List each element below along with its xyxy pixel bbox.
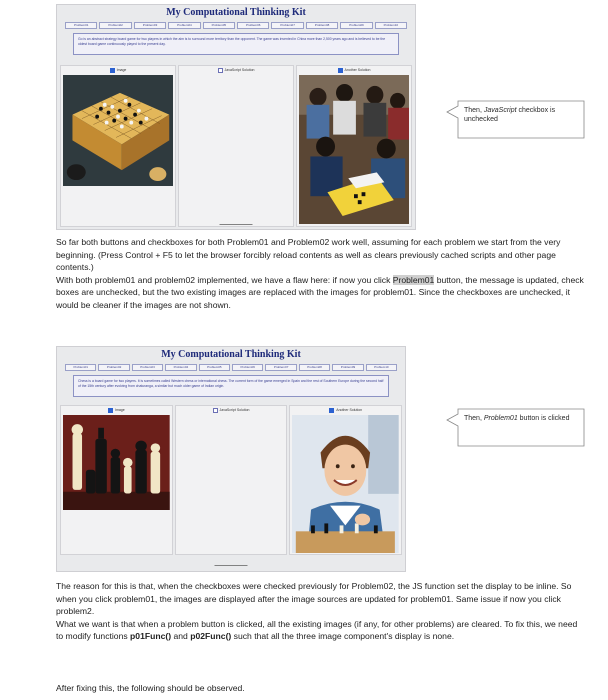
paragraph-flaw	[56, 236, 584, 312]
checkbox-unchecked[interactable]	[213, 408, 218, 413]
callout-javascript-unchecked	[446, 100, 586, 140]
tab-problem03[interactable]: Problem03	[132, 364, 163, 371]
callout-problem01-clicked	[446, 408, 586, 448]
paragraph-flaw-detail	[56, 274, 584, 312]
another-checkbox-row[interactable]	[290, 406, 401, 414]
paragraph-reason-text: The reason for this is that, when the checkboxes were checked previously for Problem02, the JS function set the display to be inline. So when you click problem01, the images are displayed after the image sources are updated for problem01. Same issue if now you click problem2.	[56, 581, 572, 617]
paragraph-intro: So far both buttons and checkboxes for both Problem01 and Problem02 work well, assuming for each problem we start from the very beginning. (Press Control + F5 to let the browser forcibly reload contents as well as clears previously cached scripts and other page contents.)	[56, 237, 561, 273]
javascript-checkbox-row[interactable]	[179, 66, 293, 74]
tab-problem08[interactable]: Problem08	[299, 364, 330, 371]
checkbox-label: Another Solution	[344, 68, 371, 72]
footer-link: ▬▬▬▬▬▬▬▬▬▬▬	[219, 222, 253, 226]
checkbox-checked[interactable]	[329, 408, 334, 413]
callout-suffix: checkbox is unchecked	[464, 107, 556, 123]
go-board-photo	[63, 75, 173, 186]
paragraph-fix-text	[56, 618, 584, 643]
paragraph-after-fix-text: After fixing this, the following should be observed.	[56, 683, 245, 693]
tab-problem10[interactable]: Problem10	[366, 364, 397, 371]
callout-prefix: Then,	[464, 107, 484, 114]
tab-problem04[interactable]: Problem04	[165, 364, 196, 371]
text-segment: and	[171, 631, 191, 642]
app-title: My Computational Thinking Kit	[166, 7, 306, 18]
checkbox-label: JavaScript Solution	[224, 68, 255, 72]
tab-problem02[interactable]: Problem02	[98, 364, 129, 371]
text-segment: such that all the three image component's display is none.	[231, 631, 455, 642]
image-checkbox-row[interactable]	[61, 66, 175, 74]
image-panel	[60, 65, 176, 227]
tab-problem08[interactable]: Problem08	[306, 22, 338, 29]
tab-problem01[interactable]: Problem01	[65, 22, 97, 29]
checkbox-unchecked[interactable]	[218, 68, 223, 73]
tab-problem07[interactable]: Problem07	[271, 22, 303, 29]
tab-problem09[interactable]: Problem09	[332, 364, 363, 371]
another-solution-panel	[296, 65, 412, 227]
checkbox-checked[interactable]	[110, 68, 115, 73]
paragraph-reason	[56, 580, 584, 643]
tab-problem06[interactable]: Problem06	[237, 22, 269, 29]
students-playing-photo	[299, 75, 409, 224]
javascript-solution-panel	[175, 405, 288, 555]
tab-problem05[interactable]: Problem05	[199, 364, 230, 371]
screenshot-go	[56, 4, 416, 230]
checkbox-checked[interactable]	[338, 68, 343, 73]
text-segment: What we want is that when a problem button is clicked, all the existing images (if any, for other problems) are cleared. To fix this, we need to modify functions	[56, 618, 578, 642]
function-p01func: p01Func()	[130, 631, 172, 642]
text-segment: button, the message is updated, check boxes are unchecked, but the two existing images are replaced with the images for problem01. Since the checkboxes are unchecked, it would be cleaner if the images are not shown.	[56, 274, 584, 310]
javascript-solution-panel	[178, 65, 294, 227]
tab-problem07[interactable]: Problem07	[265, 364, 296, 371]
message-box: Chess is a board game for two players. It is sometimes called Western chess or international chess. The current form of the game emerged in Spain and the rest of Southern Europe during the second half of the 15th century after evolving from chaturanga, a similar but much older game of Indian origin.	[73, 375, 389, 397]
checkbox-checked[interactable]	[108, 408, 113, 413]
tab-problem06[interactable]: Problem06	[232, 364, 263, 371]
tab-problem02[interactable]: Problem02	[99, 22, 131, 29]
footer-link: ▬▬▬▬▬▬▬▬▬▬▬	[214, 563, 248, 567]
highlighted-problem01: Problem01	[392, 274, 435, 285]
callout-term: JavaScript	[483, 107, 517, 114]
checkbox-label: Image	[114, 408, 125, 412]
boy-playing-chess-photo	[292, 415, 399, 553]
checkbox-label: Image	[116, 68, 127, 72]
tab-problem03[interactable]: Problem03	[134, 22, 166, 29]
function-p02func: p02Func()	[190, 631, 232, 642]
tab-problem05[interactable]: Problem05	[203, 22, 235, 29]
chess-pieces-photo	[63, 415, 170, 510]
text-segment: With both problem01 and problem02 implemented, we have a flaw here: if now you click	[56, 274, 393, 285]
image-checkbox-row[interactable]	[61, 406, 172, 414]
callout-suffix: button is clicked	[517, 415, 570, 422]
checkbox-label: Another Solution	[336, 408, 363, 412]
problem-tabs	[65, 22, 407, 29]
message-box: Go is an abstract strategy board game for two players in which the aim is to surround more territory than the opponent. The game was invented in China more than 2,500 years ago and is believed to be the oldest board game continuously played to the present day.	[73, 33, 399, 55]
callout-prefix: Then,	[464, 415, 484, 422]
paragraph-after-fix	[56, 682, 584, 695]
problem-tabs	[65, 364, 397, 371]
app-title: My Computational Thinking Kit	[161, 349, 301, 360]
screenshot-chess	[56, 346, 406, 572]
checkbox-label: JavaScript Solution	[219, 408, 250, 412]
another-solution-panel	[289, 405, 402, 555]
tab-problem01[interactable]: Problem01	[65, 364, 96, 371]
tab-problem10[interactable]: Problem10	[375, 22, 407, 29]
callout-term: Problem01	[483, 415, 518, 422]
another-checkbox-row[interactable]	[297, 66, 411, 74]
tab-problem04[interactable]: Problem04	[168, 22, 200, 29]
image-panel	[60, 405, 173, 555]
tab-problem09[interactable]: Problem09	[340, 22, 372, 29]
javascript-checkbox-row[interactable]	[176, 406, 287, 414]
